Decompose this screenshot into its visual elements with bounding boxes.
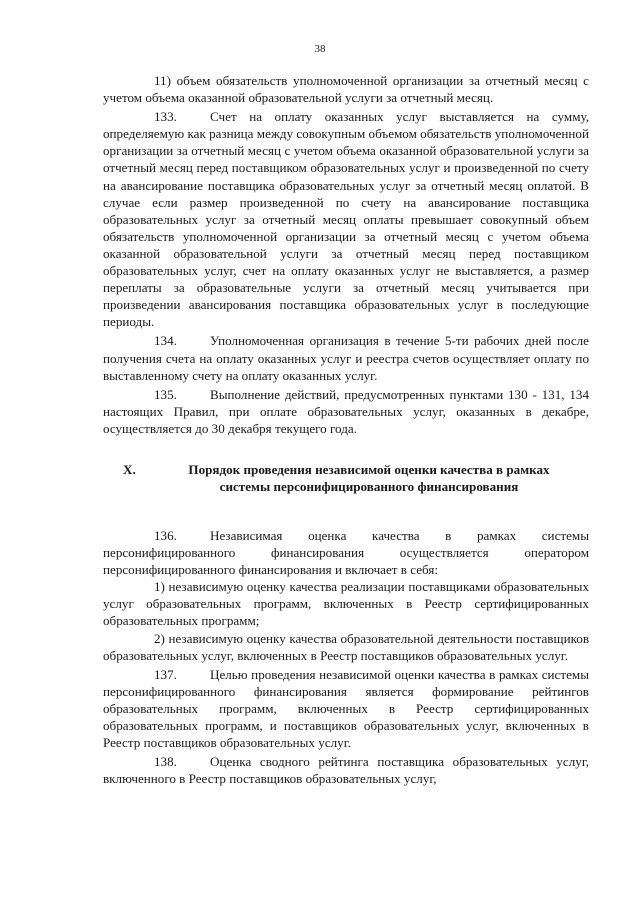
paragraph xyxy=(103,332,589,383)
section-title: Порядок проведения независимой оценки качества в рамках системы персонифицированного финансирования xyxy=(188,461,550,494)
paragraph xyxy=(103,72,589,106)
paragraph-text: Оценка сводного рейтинга поставщика образовательных услуг, включенного в Реестр поставщиков образовательных услуг, xyxy=(103,754,589,787)
paragraph xyxy=(103,108,589,330)
document-body xyxy=(103,72,589,787)
paragraph-number: 133. xyxy=(154,109,177,125)
paragraph-text: 2) независимую оценку качества образовательной деятельности поставщиков образовательных услуг, включенных в Реестр поставщиков образовательных услуг. xyxy=(103,630,589,663)
paragraph-text: Уполномоченная организация в течение 5-ти рабочих дней после получения счета на оплату оказанных услуг и реестра счетов осуществляет оплату по выставленному счету на оплату оказанных услуг. xyxy=(103,333,589,383)
section-heading xyxy=(103,461,589,495)
section-number: X. xyxy=(123,461,136,477)
paragraph-number: 137. xyxy=(154,666,177,682)
paragraph-text: Счет на оплату оказанных услуг выставляется на сумму, определяемую как разница между совокупным объемом обязательств уполномоченной организации за отчетный месяц с учетом объема оказанной образовательной услуги за отчетный месяц перед поставщиком образовательных услуг и произведенной по счету на авансирование поставщика образовательных услуг за отчетный месяц оплатой. В случае если размер произведенной по счету на авансирование поставщика образовательных услуг за отчетный месяц оплаты превышает совокупный объем обязательств уполномоченной организации за отчетный месяц с учетом объема оказанной образовательной услуги за отчетный месяц перед поставщиком образовательных услуг, счет на оплату оказанных услуг не выставляется, а размер переплаты за образовательные услуги за отчетный месяц учитывается при произведении авансирования поставщика образовательных услуг в последующие периоды. xyxy=(103,109,589,330)
paragraph xyxy=(103,630,589,664)
paragraph-group-bottom xyxy=(103,527,589,787)
paragraph-text: Выполнение действий, предусмотренных пунктами 130 - 131, 134 настоящих Правил, при оплате образовательных услуг, оказанных в декабре, осуществляется до 30 декабря текущего года. xyxy=(103,386,589,436)
paragraph xyxy=(103,578,589,629)
paragraph-number: 136. xyxy=(154,527,177,543)
paragraph-text: Целью проведения независимой оценки качества в рамках системы персонифицированного финансирования является формирование рейтингов образовательных программ, включенных в Реестр сертифицированных образовательных программ, и поставщиков образовательных услуг, включенных в Реестр поставщиков образовательных услуг. xyxy=(103,666,589,751)
paragraph-text: 1) независимую оценку качества реализации поставщиками образовательных услуг образовательных программ, включенных в Реестр сертифицированных образовательных программ; xyxy=(103,579,589,629)
page-number: 38 xyxy=(314,43,326,55)
paragraph-number: 138. xyxy=(154,754,177,770)
paragraph-text: 11) объем обязательств уполномоченной организации за отчетный месяц с учетом объема оказанной образовательной услуги за отчетный месяц. xyxy=(103,73,589,106)
paragraph xyxy=(103,386,589,437)
paragraph xyxy=(103,527,589,578)
paragraph-group-top xyxy=(103,72,589,437)
paragraph-number: 135. xyxy=(154,386,177,402)
paragraph-text: Независимая оценка качества в рамках системы персонифицированного финансирования осуществляется оператором персонифицированного финансирования и включает в себя: xyxy=(103,527,589,578)
paragraph xyxy=(103,753,589,787)
paragraph xyxy=(103,666,589,751)
paragraph-number: 134. xyxy=(154,333,177,349)
